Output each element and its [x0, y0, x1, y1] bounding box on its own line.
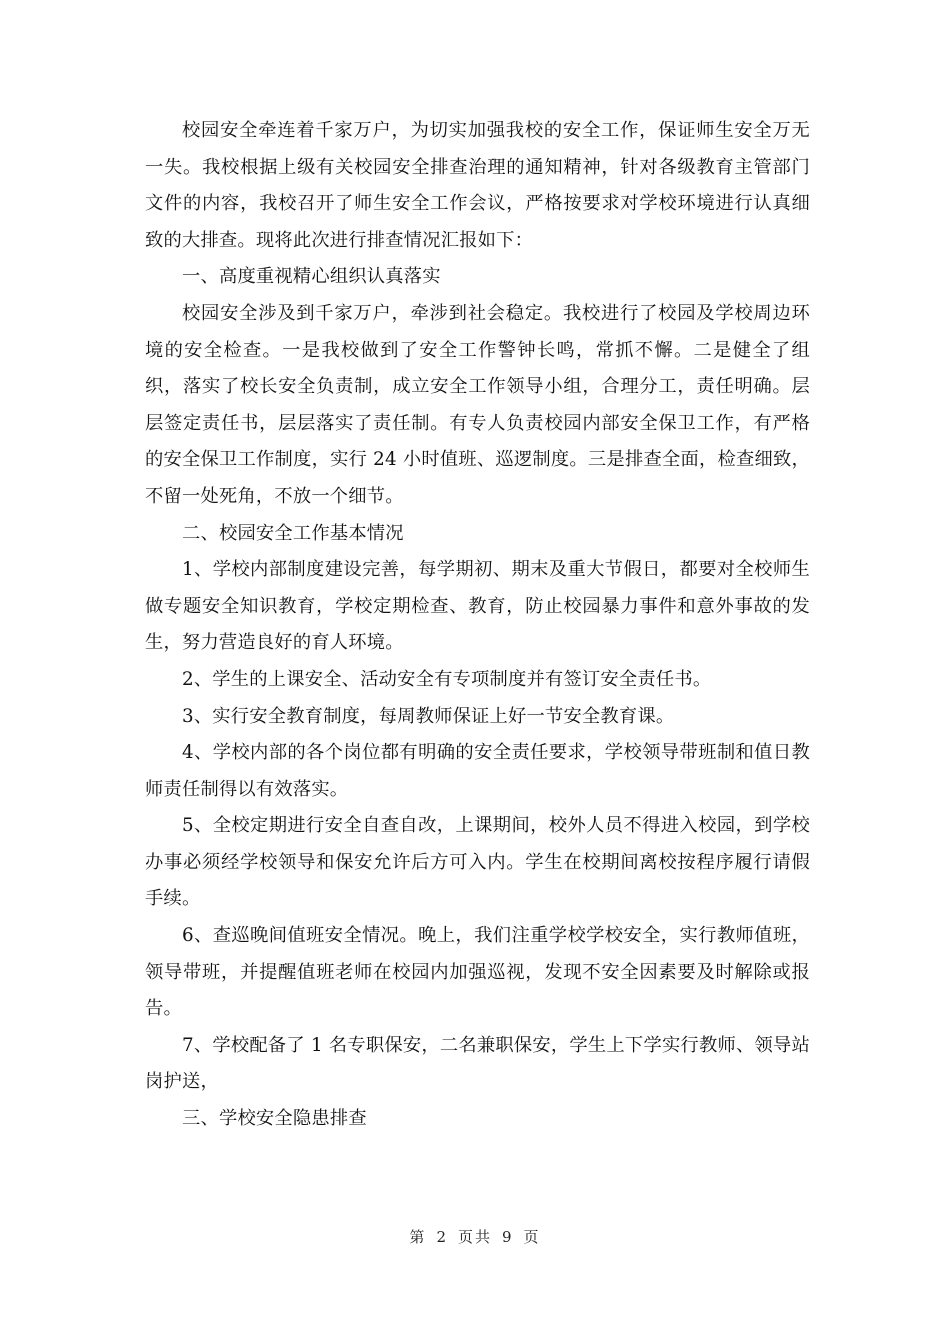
- page-footer: [0, 1226, 950, 1247]
- section-heading-1: 一、高度重视精心组织认真落实: [182, 266, 441, 288]
- list-item-2: 2、学生的上课安全、活动安全有专项制度并有签订安全责任书。: [182, 668, 712, 690]
- footer-prefix: 第: [409, 1228, 427, 1246]
- section-heading-3: 三、学校安全隐患排查: [182, 1108, 367, 1130]
- list-item-6: 6、查巡晚间值班安全情况。晚上，我们注重学校学校安全，实行教师值班，领导带班，并提醒值班老师在校园内加强巡视，发现不安全因素要及时解除或报告。: [145, 925, 810, 1020]
- footer-suffix: 页: [523, 1228, 541, 1246]
- section-1-paragraph: 校园安全涉及到千家万户，牵涉到社会稳定。我校进行了校园及学校周边环境的安全检查。一是我校做到了安全工作警钟长鸣，常抓不懈。二是健全了组织，落实了校长安全负责制，成立安全工作领导小组，合理分工，责任明确。层层签定责任书，层层落实了责任制。有专人负责校园内部安全保卫工作，有严格的安全保卫工作制度，实行 24 小时值班、巡逻制度。三是排查全面，检查细致，不留一处死角，不放一个细节。: [145, 302, 810, 507]
- list-item-5: 5、全校定期进行安全自查自改，上课期间，校外人员不得进入校园，到学校办事必须经学校领导和保安允许后方可入内。学生在校期间离校按程序履行请假手续。: [145, 815, 810, 910]
- footer-page-number: 2: [436, 1228, 448, 1246]
- list-item-3: 3、实行安全教育制度，每周教师保证上好一节安全教育课。: [182, 705, 675, 727]
- footer-middle: 页共: [457, 1228, 492, 1246]
- footer-total-pages: 9: [502, 1228, 514, 1246]
- document-body: [145, 113, 810, 1138]
- list-item-4: 4、学校内部的各个岗位都有明确的安全责任要求，学校领导带班制和值日教师责任制得以有效落实。: [145, 742, 810, 800]
- section-heading-2: 二、校园安全工作基本情况: [182, 522, 404, 544]
- intro-paragraph: 校园安全牵连着千家万户，为切实加强我校的安全工作，保证师生安全万无一失。我校根据上级有关校园安全排查治理的通知精神，针对各级教育主管部门文件的内容，我校召开了师生安全工作会议，严格按要求对学校环境进行认真细致的大排查。现将此次进行排查情况汇报如下：: [145, 120, 810, 251]
- list-item-7: 7、学校配备了 1 名专职保安，二名兼职保安，学生上下学实行教师、领导站岗护送，: [145, 1034, 810, 1093]
- list-item-1: 1、学校内部制度建设完善，每学期初、期末及重大节假日，都要对全校师生做专题安全知识教育，学校定期检查、教育，防止校园暴力事件和意外事故的发生，努力营造良好的育人环境。: [145, 559, 810, 654]
